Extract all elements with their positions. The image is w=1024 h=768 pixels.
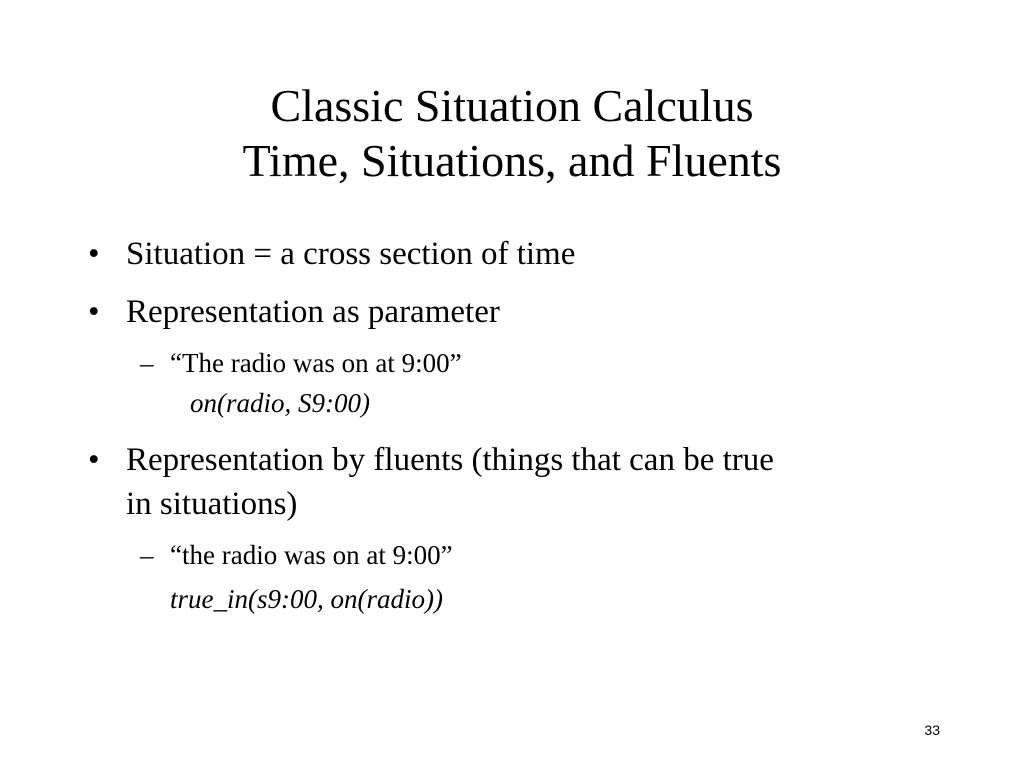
bullet-mark: • [88, 294, 100, 330]
bullet-text-line-1: Representation by fluents (things that can be true [126, 442, 774, 478]
subbullet-mark: – [140, 348, 154, 378]
subbullet-formula: true_in(s9:00, on(radio)) [170, 584, 443, 614]
bullet-mark: • [88, 442, 100, 478]
subbullet-quote: “the radio was on at 9:00” [170, 540, 453, 570]
bullet-text-line-2: in situations) [126, 486, 298, 522]
title-line-2: Time, Situations, and Fluents [242, 135, 782, 186]
subbullet-mark: – [140, 540, 154, 570]
bullet-text: Representation as parameter [126, 294, 500, 330]
bullet-text: Situation = a cross section of time [126, 236, 576, 272]
page-number: 33 [924, 722, 940, 738]
subbullet-formula: on(radio, S9:00) [190, 388, 370, 418]
bullet-mark: • [88, 236, 100, 272]
title-line-1: Classic Situation Calculus [270, 80, 754, 131]
subbullet-quote: “The radio was on at 9:00” [170, 348, 462, 378]
